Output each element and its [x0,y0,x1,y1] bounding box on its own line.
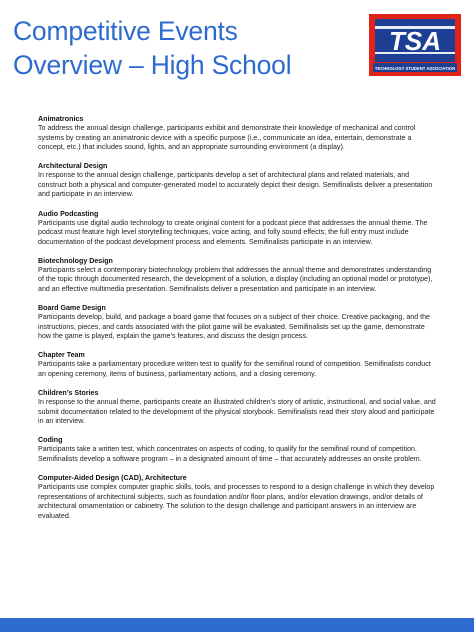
tsa-logo [369,14,461,76]
event-description: To address the annual design challenge, participants exhibit and demonstrate their knowledge of mechanical and control systems by creating an animatronic device with a specific purpose (i.e., communicate an idea, entertain, demonstrate a concept, etc.) that includes sound, lights, and an appropriate surrounding environment (a display). [38,124,416,152]
events-list [38,115,438,531]
page-title-line-1: Competitive Events [13,16,238,46]
event-title: Animatronics [38,115,84,123]
event-description: Participants take a written test, which concentrates on aspects of coding, to qualify for the semifinal round of competition. Semifinalists develop a software program – in a designated amount of time – that accurately addresses an onsite problem. [38,445,422,463]
event-title: Audio Podcasting [38,209,99,218]
event-architectural-design [38,162,438,200]
event-title: Biotechnology Design [38,256,113,265]
event-description: Participants take a parliamentary procedure written test to qualify for the semifinal round of competition. Semifinalists conduct an opening ceremony, items of business, parliamentary actions, and a closing ceremony. [38,360,431,378]
event-title: Architectural Design [38,162,108,171]
tsa-logo-tagline: TECHNOLOGY STUDENT ASSOCIATION [374,65,456,71]
event-description: In response to the annual design challenge, participants develop a set of architectural plans and related materials, and construct both a physical and computer-generated model to accurately depict their design. Semifinalists deliver a presentation and participate in an interview. [38,171,433,199]
event-title: Computer-Aided Design (CAD), Architecture [38,474,187,483]
event-cad-architecture [38,474,438,521]
event-title: Chapter Team [38,351,85,360]
event-coding [38,436,438,464]
page-header [0,0,474,100]
event-title: Coding [38,436,63,445]
event-description: Participants use complex computer graphic skills, tools, and processes to respond to a design challenge in which they develop representations of architectural subjects, such as foundation and/or floor plans, and/or elevation drawings, and/or details of architectural ornamentation or cabinetry. The solution to the design challenge and participant answers in an interview are evaluated. [38,483,435,520]
event-description: Participants use digital audio technology to create original content for a podcast piece that addresses the annual theme. The podcast must feature high level storytelling techniques, voice acting, and folly sound effects; the full entry must include documentation of the podcast development process and elements. Semifinalists participate in an interview. [38,218,428,246]
event-description: In response to the annual theme, participants create an illustrated children’s story of artistic, instructional, and social value, and submit documentation related to the development of the physical storybook. Semifinalists read their story aloud and participate in an interview. [38,398,436,426]
page-title-line-2: Overview – High School [13,50,292,80]
event-title: Children’s Stories [38,389,99,398]
event-description: Participants select a contemporary biotechnology problem that addresses the annual theme and demonstrates understanding of the topic through documented research, the development of a solution, a display (including an optional model or prototype), and an effective multimedia presentation. Semifinalists deliver a presentation and participate in an interview. [38,265,433,294]
tsa-logo-letters: TSA [389,26,441,56]
event-biotechnology-design [38,257,438,295]
event-description: Participants develop, build, and package a board game that focuses on a subject of their choice. Creative packaging, and the instructions, pieces, and cards associated with the pilot game will be evaluated. Semifinalists set up the game, demonstrate how the game is played, explain the game’s features, and discuss the design process. [38,313,430,341]
event-chapter-team [38,351,438,379]
footer-bar [0,618,474,632]
event-title: Board Game Design [38,304,106,313]
event-audio-podcasting [38,210,438,248]
event-board-game-design [38,304,438,342]
event-childrens-stories [38,389,438,427]
page-title [13,14,291,82]
event-animatronics [38,115,438,153]
